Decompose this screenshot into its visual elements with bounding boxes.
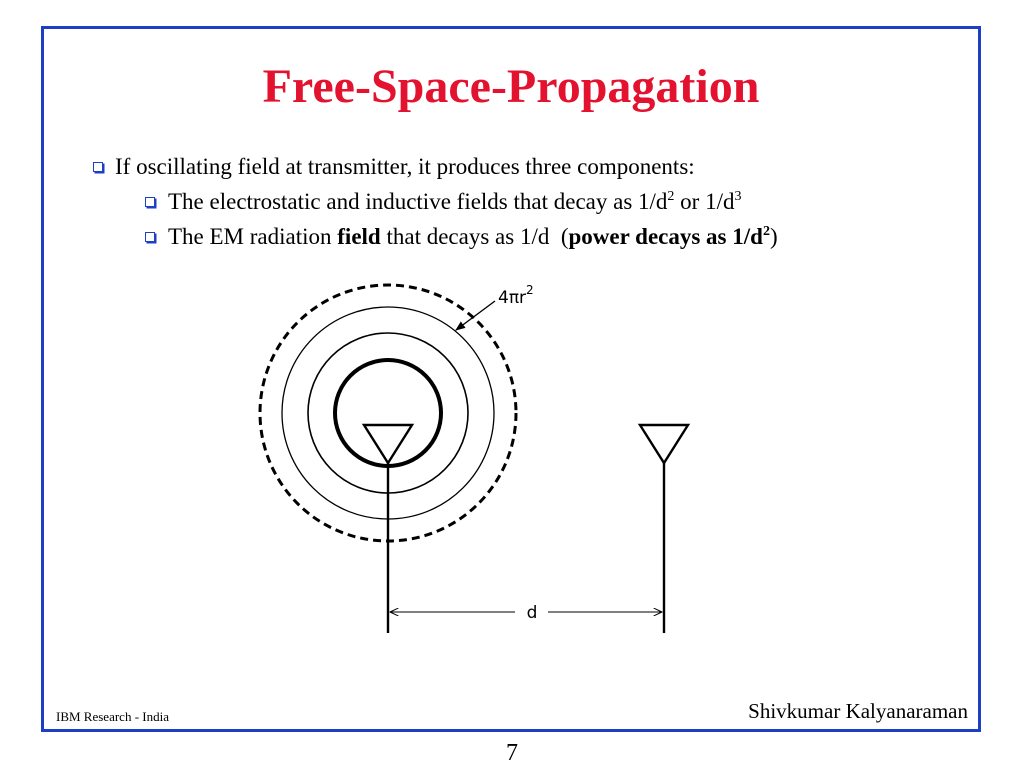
bullet-sub-2 xyxy=(145,223,778,251)
hollow-square-bullet-icon xyxy=(145,197,155,207)
distance-label: d xyxy=(526,603,538,623)
bullet-sub-2-bold-field: field xyxy=(337,224,381,249)
bullet-sub-1-text-mid: or 1/d xyxy=(674,189,735,214)
bullet-main xyxy=(93,153,695,181)
bullet-main-text: If oscillating field at transmitter, it produces three components: xyxy=(115,154,695,179)
hollow-square-bullet-icon xyxy=(145,232,155,242)
hollow-square-bullet-icon xyxy=(93,162,103,172)
wavefront-circle-inner xyxy=(335,360,441,466)
propagation-diagram xyxy=(200,255,700,640)
sphere-label: $4\pi r^2$ xyxy=(498,283,534,308)
bullet-sub-1-exponent-2: 3 xyxy=(734,189,742,204)
bullet-sub-2-text: The EM radiation xyxy=(168,224,338,249)
page-number: 7 xyxy=(506,740,518,766)
slide-title: Free-Space-Propagation xyxy=(262,60,760,113)
transmitter-antenna-icon xyxy=(364,425,412,633)
bullet-sub-2-text-end: ) xyxy=(769,224,778,249)
bullet-sub-2-bold-exponent: 2 xyxy=(762,224,770,239)
bullet-sub-2-bold-power: power decays as 1/d xyxy=(568,224,763,249)
footer-author: Shivkumar Kalyanaraman xyxy=(748,699,968,723)
bullet-sub-1-exponent-1: 2 xyxy=(667,189,675,204)
footer-affiliation: IBM Research - India xyxy=(56,709,169,724)
receiver-antenna-icon xyxy=(640,425,688,633)
bullet-sub-1 xyxy=(145,188,741,216)
bullet-sub-2-text-mid: that decays as 1/d ( xyxy=(380,224,569,249)
sphere-label-arrow xyxy=(456,301,495,330)
bullet-sub-1-text: The electrostatic and inductive fields that decay as 1/d xyxy=(168,189,668,214)
